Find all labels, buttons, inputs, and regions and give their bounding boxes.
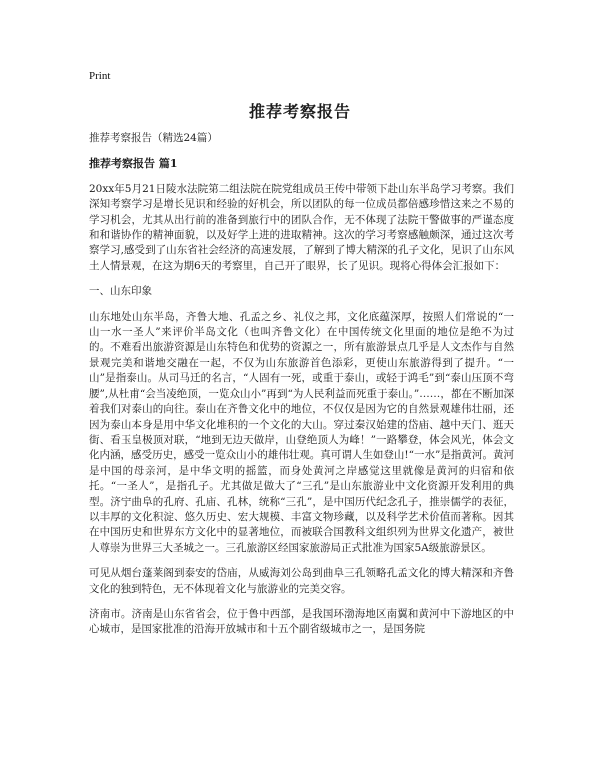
document-subtitle: 推荐考察报告（精选24篇） — [89, 132, 218, 144]
intro-paragraph: 20xx年5月21日陵水法院第二组法院在院党组成员王传中带领下赴山东半岛学习考察。我们深知考察学习是增长见识和经验的好机会，所以团队的每一位成员都倍感珍惜这来之不易的学习机会，尤其从出行前的准备到旅行中的团队合作，无不体现了法院干警做事的严谨态度和和谐协作的精神面貌，以及好学上进的进取精神。这次的学习考察感触颇深，通过这次考察学习,感受到了山东省社会经济的高速发展，了解到了博大精深的孔子文化，见识了山东风土人情景观，在这为期6天的考察里，自己开了眼界，长了见识。现将心得体会汇报如下： — [89, 182, 514, 272]
jinan-paragraph: 济南市。济南是山东省省会，位于鲁中西部，是我国环渤海地区南翼和黄河中下游地区的中心城市，是国家批准的沿海开放城市和十五个副省级城市之一，是国务院 — [89, 607, 514, 636]
shandong-paragraph: 山东地处山东半岛，齐鲁大地、孔孟之乡、礼仪之邦，文化底蕴深厚，按照人们常说的“一山一水一圣人”来评价半岛文化（也叫齐鲁文化）在中国传统文化里面的地位是绝不为过的。不难看出旅游资源是山东特色和优势的资源之一，所有旅游景点几乎是人文杰作与自然景观完美和谐地交融在一起，不仅为山东旅游首色添彩，更使山东旅游得到了提升。“一山”是指泰山。从司马迁的名言，“人固有一死，或重于泰山，或轻于鸿毛”到“泰山压顶不弯腰”,从杜甫“会当凌绝顶，一览众山小”再到“为人民利益而死重于泰山。”……，都在不断加深着我们对泰山的向往。泰山在齐鲁文化中的地位，不仅仅是因为它的自然景观雄伟壮丽，还因为泰山本身是用中华文化堆积的一个文化的大山。穿过秦汉始建的岱庙、越中天门、逛天街、看玉皇极顶对联，“地到无边天做岸，山登绝顶人为峰！”一路攀登，体会风光，体会文化内涵，感受历史，感受一览众山小的雄伟壮观。真可谓人生如登山!“一水”是指黄河。黄河是中国的母亲河，是中华文明的摇篮，而身处黄河之岸感觉这里就像是黄河的归宿和依托。“一圣人”，是指孔子。尤其做足做大了“三孔”是山东旅游业中文化资源开发利用的典型。济宁曲阜的孔府、孔庙、孔林，统称“三孔”，是中国历代纪念孔子，推崇儒学的表征，以丰厚的文化积淀、悠久历史、宏大规模、丰富文物珍藏，以及科学艺术价值而著称。因其在中国历史和世界东方文化中的显著地位，而被联合国教科文组织列为世界文化遗产，被世人尊崇为世界三大圣城之一。三孔旅游区经国家旅游局正式批准为国家5A级旅游景区。 — [89, 310, 514, 554]
document-title: 推荐考察报告 — [248, 102, 351, 121]
section-heading: 推荐考察报告 篇1 — [89, 157, 178, 171]
part-heading-shandong-impression: 一、山东印象 — [89, 285, 152, 298]
document-body — [89, 131, 514, 648]
print-link[interactable]: Print — [89, 70, 111, 82]
summary-paragraph: 可见从烟台蓬莱阁到泰安的岱庙，从威海刘公岛到曲阜三孔领略孔孟文化的博大精深和齐鲁文化的独到特色，无不体现着文化与旅游业的完美交容。 — [89, 567, 514, 595]
